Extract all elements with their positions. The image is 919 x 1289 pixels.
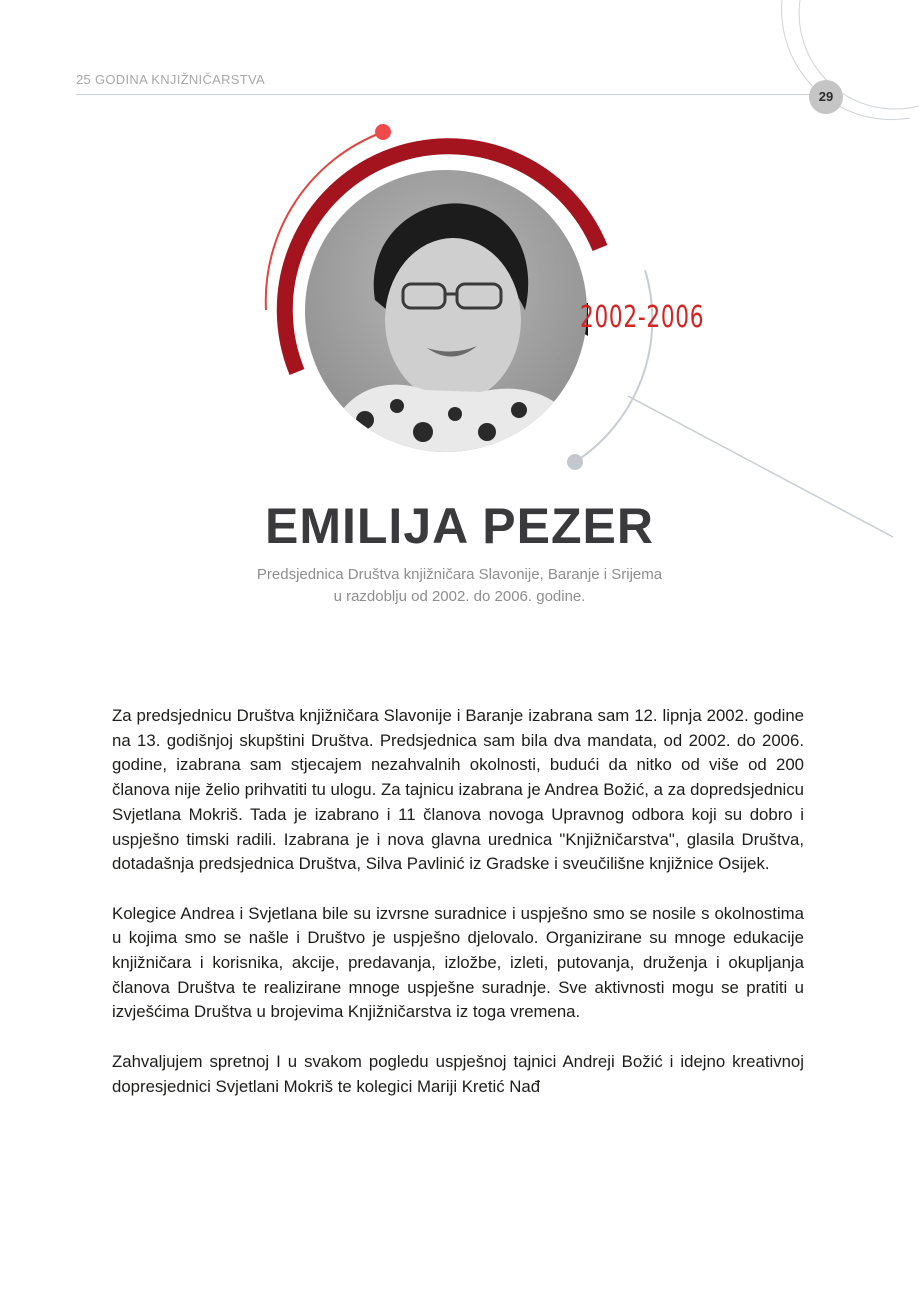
portrait-photo (305, 170, 587, 452)
running-title: 25 GODINA KNJIŽNIČARSTVA (76, 72, 265, 87)
years-label: 2002-2006 (580, 300, 705, 335)
subtitle (0, 564, 919, 608)
paragraph: Za predsjednicu Društva knjižničara Slavonije i Baranje izabrana sam 12. lipnja 2002. godine na 13. godišnjoj skupštini Društva. Predsjednica sam bila dva mandata, od 2002. do 2006. godine, izabrana sam stjecajem nezahvalnih okolnosti, budući da nitko od više od 200 članova nije želio prihvatiti tu ulogu. Za tajnicu izabrana je Andrea Božić, a za dopredsjednicu Svjetlana Mokriš. Tada je izabrano i 11 članova novoga Upravnog odbora koji su dobro i uspješno timski radili. Izabrana je i nova glavna urednica "Knjižničarstva", glasila Društva, dotadašnja predsjednica Društva, Silva Pavlinić iz Gradske i sveučilišne knjižnice Osijek. (112, 706, 804, 874)
gray-arc (575, 270, 652, 462)
red-dot (375, 124, 391, 140)
person-name: EMILIJA PEZER (265, 498, 654, 554)
paragraph: Zahvaljujem spretnoj I u svakom pogledu uspješnoj tajnici Andreji Božić i idejno kreativnoj dopresjednici Svjetlani Mokriš te kolegici Mariji Kretić Nađ (112, 1051, 804, 1096)
paragraph: Kolegice Andrea i Svjetlana bile su izvrsne suradnice i uspješno smo se nosile s okolnostima u kojima smo se našle i Društvo je uspješno djelovalo. Organizirane su mnoge edukacije knjižničara i korisnika, akcije, predavanja, izložbe, izleti, putovanja, druženja i okupljanja članova Društva te realizirane mnoge uspješne suradnje. Sve aktivnosti mogu se pratiti u izvješćima Društva u brojevima Knjižničarstva iz toga vremena. (112, 903, 804, 1022)
subtitle-line: Predsjednica Društva knjižničara Slavonije, Baranje i Srijema (256, 566, 663, 583)
gray-dot (567, 454, 583, 470)
subtitle-line: u razdoblju od 2002. do 2006. godine. (333, 588, 586, 605)
page-number-badge: 29 (809, 80, 843, 114)
body-text (112, 704, 804, 1124)
